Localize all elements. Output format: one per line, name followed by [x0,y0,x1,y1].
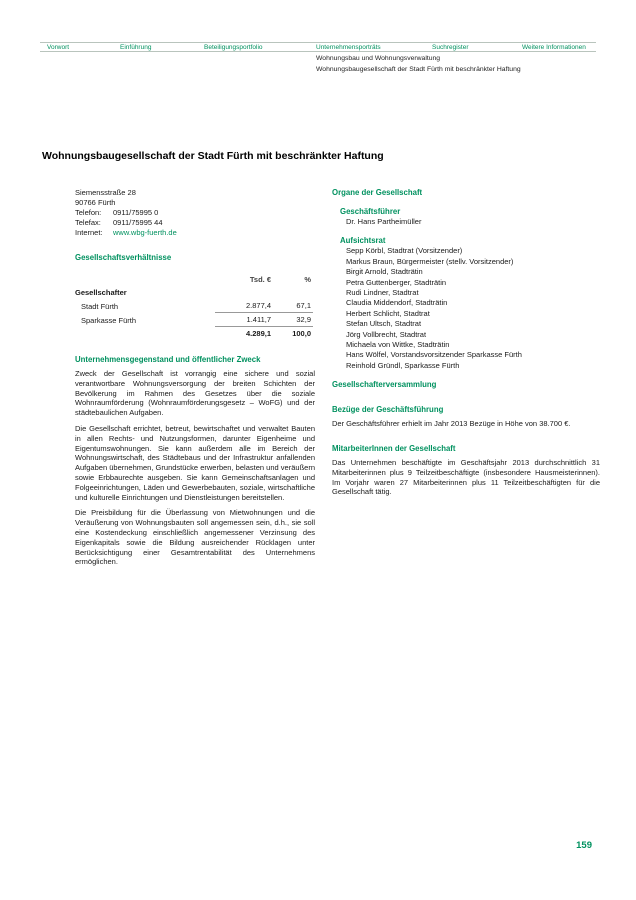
board-member: Hans Wölfel, Vorstandsvorsitzender Sparkasse Fürth [346,350,522,360]
employees-text: Das Unternehmen beschäftigte im Geschäftsjahr 2013 durchschnittlich 31 Mitarbeiterinnen plus 9 Teilzeitbeschäftigte (insbesondere Hausmeisterinnen). Im Vorjahr waren 27 Mitarbeiterinnen plus 11 Teilzeitbeschäftigten für die Gesellschaft tätig. [332,458,600,497]
left-column [75,188,315,573]
board-member: Reinhold Gründl, Sparkasse Fürth [346,360,460,370]
heading-mitarbeiterinnen: MitarbeiterInnen der Gesellschaft [332,444,456,454]
heading-geschaeftsfuehrer: Geschäftsführer [340,207,401,216]
column-header-pct: % [304,275,311,284]
purpose-paragraph-2: Die Gesellschaft errichtet, betreut, bewirtschaftet und verwaltet Bauten in allen Rechts- und Nutzungsformen, darunter Eigenheime und Eigentumswohnungen. Sie kann außerdem alle im Bereich der Wohnungswirtschaft, des Städtebaus und der Infrastruktur anfallenden Aufgaben übernehmen, Grundstücke erwerben, belasten und veräußern sowie Erbbaurechte ausgeben. Sie kann Gemeinschaftsanlagen und Folgeeinrichtungen, Läden und Gewerbebauten, soziale, wirtschaftliche und kulturelle Einrichtungen und Dienstleistungen bereitstellen. [75,423,315,502]
breadcrumb-company: Wohnungsbaugesellschaft der Stadt Fürth mit beschränkter Haftung [316,66,521,73]
purpose-paragraph-3: Die Preisbildung für die Überlassung von Mietwohnungen und die Veräußerung von Wohnungsbauten soll angemessen sein, d.h., sie soll eine Kostendeckung einschließlich angemessener Verzinsung des Eigenkapitals sowie die Bildung ausreichender Rücklagen unter Berücksichtigung einer Gesamtrentabilität des Unternehmens ermöglichen. [75,508,315,567]
total-pct: 100,0 [292,329,311,338]
phone-value: 0911/75995 0 [113,208,159,217]
row-label: Stadt Fürth [81,302,119,311]
table-row [75,313,313,327]
fax-label: Telefax: [75,218,101,227]
table-group-row [75,286,313,299]
remuneration-text: Der Geschäftsführer erhielt im Jahr 2013 Bezüge in Höhe von 38.700 €. [332,419,571,429]
row-pct: 32,9 [273,313,313,327]
board-member: Petra Guttenberger, Stadträtin [346,277,447,287]
table-header-row [75,273,313,286]
right-column [332,188,600,503]
total-value: 4.289,1 [245,329,271,338]
column-header-tsd: Tsd. € [249,275,271,284]
fax-value: 0911/75995 44 [113,218,163,227]
purpose-paragraph-1: Zweck der Gesellschaft ist vorrangig eine sichere und sozial verantwortbare Wohnungsversorgung der breiten Schichten der Bevölkerung im Rahmen des Gesetzes über die soziale Wohnraumförderung (Wohnraumförderungsgesetz – WoFG) und der städtebaulichen Aufgaben. [75,369,315,418]
row-pct: 67,1 [273,299,313,313]
board-member: Markus Braun, Bürgermeister (stellv. Vorsitzender) [346,256,514,266]
nav-item-unternehmensportraets[interactable]: Unternehmensporträts [316,43,381,51]
nav-item-einfuehrung[interactable]: Einführung [120,43,152,51]
row-value: 1.411,7 [215,313,273,327]
page-title: Wohnungsbaugesellschaft der Stadt Fürth mit beschränkter Haftung [42,150,384,162]
breadcrumb-section: Wohnungsbau und Wohnungsverwaltung [316,55,441,62]
heading-organe: Organe der Gesellschaft [332,188,423,197]
board-member: Birgit Arnold, Stadträtin [346,267,423,277]
empty-cell [75,336,215,340]
board-member: Claudia Middendorf, Stadträtin [346,298,448,308]
phone-label: Telefon: [75,208,102,217]
board-member: Stefan Ultsch, Stadtrat [346,319,422,329]
nav-item-weitere-informationen[interactable]: Weitere Informationen [522,43,586,51]
address-street: Siemensstraße 28 [75,188,136,197]
address-block [75,188,315,238]
website-link[interactable]: www.wbg-fuerth.de [113,228,177,237]
board-member: Herbert Schlicht, Stadtrat [346,308,430,318]
heading-aufsichtsrat: Aufsichtsrat [340,236,386,246]
board-member: Michaela von Wittke, Stadträtin [346,340,450,350]
nav-item-beteiligungsportfolio[interactable]: Beteiligungsportfolio [204,43,263,51]
row-value: 2.877,4 [215,299,273,313]
board-member: Jörg Vollbrecht, Stadtrat [346,329,427,339]
heading-gesellschaftsverhaeltnisse: Gesellschaftsverhältnisse [75,253,172,262]
page-number: 159 [576,840,592,851]
heading-bezuege: Bezüge der Geschäftsführung [332,405,444,415]
nav-bottom-rule [40,51,596,52]
nav-item-suchregister[interactable]: Suchregister [432,43,469,51]
table-total-row [75,327,313,340]
table-row [75,299,313,313]
shareholder-table [75,273,313,340]
address-city: 90766 Fürth [75,198,116,207]
address-internet [75,228,315,238]
heading-gesellschafterversammlung: Gesellschafterversammlung [332,380,437,390]
group-label: Gesellschafter [75,288,127,297]
address-phone [75,208,315,218]
row-label: Sparkasse Fürth [81,316,137,325]
address-fax [75,218,315,228]
ceo-name: Dr. Hans Partheimüller [346,217,422,226]
nav-item-vorwort[interactable]: Vorwort [47,43,70,51]
board-member: Sepp Körbl, Stadtrat (Vorsitzender) [346,246,463,256]
board-member: Rudi Lindner, Stadtrat [346,288,419,298]
heading-unternehmensgegenstand: Unternehmensgegenstand und öffentlicher Zweck [75,355,261,364]
internet-label: Internet: [75,228,103,237]
